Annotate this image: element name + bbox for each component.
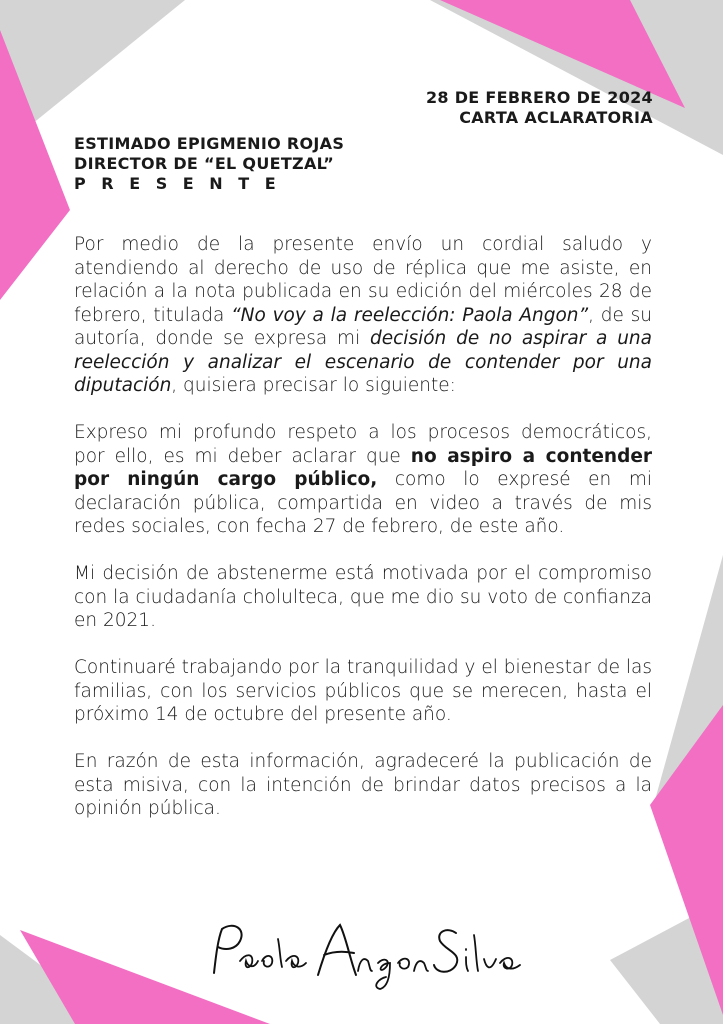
paragraph-intro-text-1: Por medio de la presente envío un cordial saludo y atendiendo al derecho de uso de réplica que me asiste, en relación a la nota publicada en su edición del miércoles 28 de febrero, titulada — [74, 234, 652, 326]
handwritten-signature — [200, 915, 530, 995]
paragraph-closing: En razón de esta información, agradeceré la publicación de esta misiva, con la intención de brindar datos precisos a la opinión pública. — [74, 751, 652, 819]
letter-type: CARTA ACLARATORIA — [459, 108, 653, 127]
article-title: “No voy a la reelección: Paola Angon” — [231, 304, 589, 326]
addressee-title: DIRECTOR DE “EL QUETZAL” — [74, 154, 335, 173]
paragraph-intro — [74, 233, 652, 398]
paragraph-clarification-text-2: como lo expresé en mi declaración pública, compartida en video a través de mis redes sociales, con fecha 27 de febrero, de este año. — [74, 469, 652, 537]
paragraph-intro-text-3: , quisiera precisar lo siguiente: — [171, 375, 456, 396]
paragraph-clarification-text-1: Expreso mi profundo respeto a los procesos democráticos, por ello, es mi deber aclarar que — [74, 422, 652, 467]
quoted-decision: decisión de no aspirar a una reelección y analizar el escenario de contender por una diputación — [74, 328, 652, 396]
letter-header — [426, 88, 653, 128]
paragraph-commitment: Continuaré trabajando por la tranquilidad y el bienestar de las familias, con los servicios públicos que se merecen, hasta el próximo 14 de octubre del presente año. — [74, 657, 652, 725]
paragraph-clarification — [74, 421, 652, 539]
addressee-name: ESTIMADO EPIGMENIO ROJAS — [74, 134, 345, 153]
addressee-presente: P R E S E N T E — [74, 174, 281, 193]
letter-body — [74, 233, 652, 844]
paragraph-intro-text-2: , de su autoría, donde se expresa mi — [74, 304, 652, 349]
paragraph-motivation: Mi decisión de abstenerme está motivada por el compromiso con la ciudadanía cholulteca, que me dio su voto de confianza en 2021. — [74, 563, 652, 631]
letter-date: 28 DE FEBRERO DE 2024 — [425, 88, 653, 107]
addressee-block — [74, 134, 344, 194]
clarification-statement: no aspiro a contender por ningún cargo público, — [74, 445, 652, 490]
